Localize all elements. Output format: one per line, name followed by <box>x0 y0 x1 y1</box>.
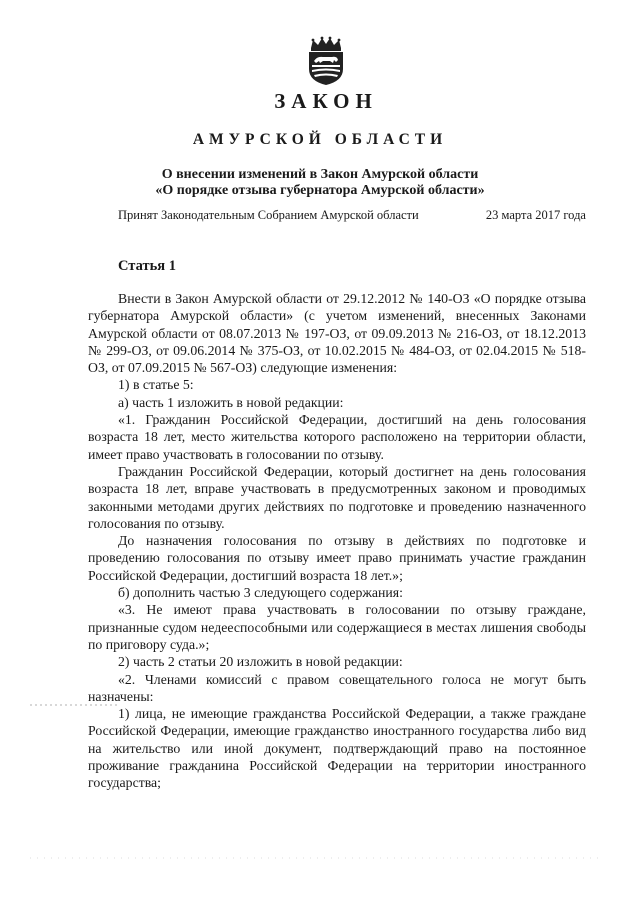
article-heading: Статья 1 <box>118 258 176 274</box>
paragraph: Гражданин Российской Федерации, который достигнет на день голосования возраста 18 лет, вправе участвовать в предусмотренных законом и проводимых законными методами других действиях по подготовке и проведению назначенного голосования по отзыву. <box>88 463 586 531</box>
article-body <box>88 290 586 792</box>
paragraph: До назначения голосования по отзыву в действиях по подготовке и проведению голосования по отзыву имеет право принимать участие гражданин Российской Федерации, достигший возраста 18 лет.»; <box>88 533 586 583</box>
paragraph: «1. Гражданин Российской Федерации, достигший на день голосования возраста 18 лет, место жительства которого расположено на территории области, имеет право участвовать в голосовании по отзыву. <box>88 412 586 462</box>
subtitle-line-2: «О порядке отзыва губернатора Амурской области» <box>155 183 485 198</box>
law-subtitle <box>0 167 640 199</box>
paragraph: 1) лица, не имеющие гражданства Российской Федерации, а также граждане Российской Федерации, имеющие гражданство иностранного государства либо вид на жительство или иной документ, подтверждающий право на постоянное проживание гражданина Российской Федерации на территории иностранного государства; <box>88 706 586 791</box>
paragraph: Внести в Закон Амурской области от 29.12.2012 № 140-ОЗ «О порядке отзыва губернатора Амурской области» (с учетом изменений, внесенных Законами Амурской области от 08.07.2013 № 197-ОЗ, от 09.09.2013 № 216-ОЗ, от 18.12.2013 № 299-ОЗ, от 09.06.2014 № 375-ОЗ, от 10.02.2015 № 484-ОЗ, от 02.04.2015 № 518-ОЗ, от 07.09.2015 № 567-ОЗ) следующие изменения: <box>88 291 586 376</box>
paragraph: 2) часть 2 статьи 20 изложить в новой редакции: <box>118 654 403 670</box>
adoption-line <box>118 208 586 223</box>
subtitle-line-1: О внесении изменений в Закон Амурской области <box>161 167 479 182</box>
adopted-by: Принят Законодательным Собранием Амурской области <box>118 208 419 222</box>
paragraph: «2. Членами комиссий с правом совещательного голоса не могут быть назначены: <box>88 671 586 704</box>
paragraph: б) дополнить частью 3 следующего содержания: <box>118 585 403 601</box>
paragraph: 1) в статье 5: <box>118 377 194 393</box>
paragraph: «3. Не имеют права участвовать в голосовании по отзыву граждане, признанные судом недееспособными или содержащиеся в местах лишения свободы по приговору суда.»; <box>88 602 586 652</box>
amur-region-coat-of-arms-icon <box>303 36 349 86</box>
adopted-date: 23 марта 2017 года <box>485 208 586 222</box>
law-title: ЗАКОН <box>274 89 378 113</box>
region-name: АМУРСКОЙ ОБЛАСТИ <box>192 131 448 148</box>
paragraph: а) часть 1 изложить в новой редакции: <box>118 394 344 410</box>
